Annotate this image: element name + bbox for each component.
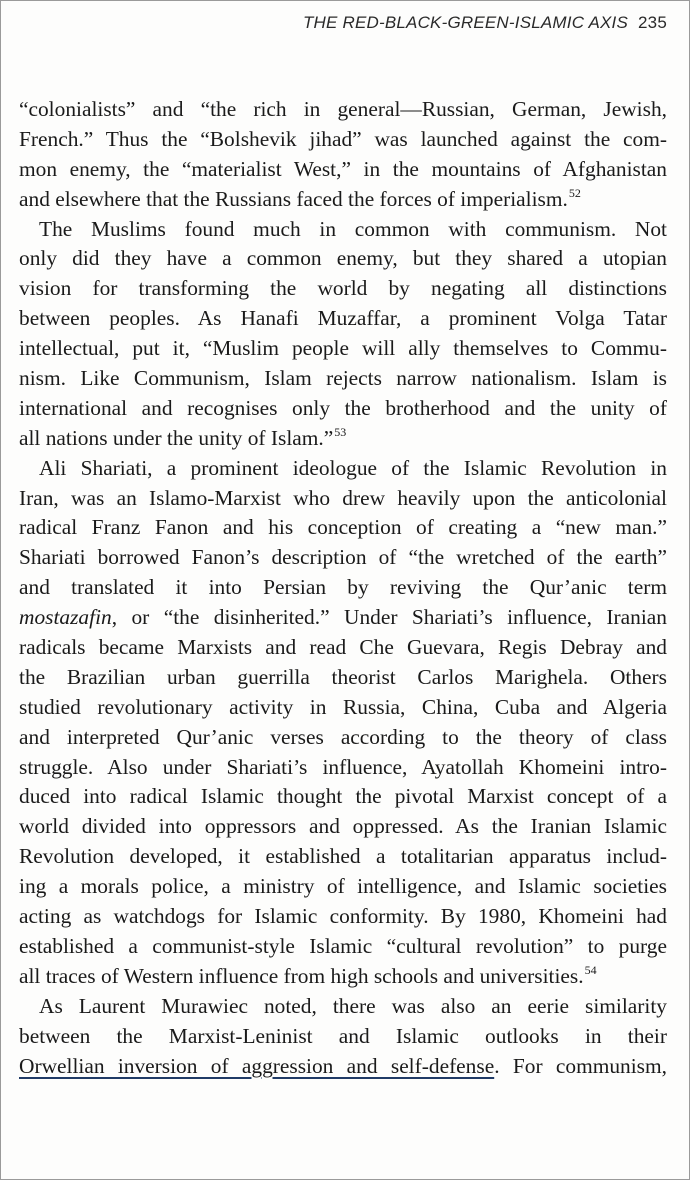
footnote-marker: 54 [584, 962, 597, 977]
text-line: radical Franz Fanon and his conception of creating a “new man.” [19, 515, 667, 540]
text-line: Revolution developed, it established a totalitarian apparatus includ- [19, 844, 667, 869]
text-line: French.” Thus the “Bolshevik jihad” was launched against the com- [19, 126, 667, 151]
text-line: As Laurent Murawiec noted, there was also an eerie similarity [39, 993, 667, 1018]
text-line: between peoples. As Hanafi Muzaffar, a prominent Volga Tatar [19, 306, 667, 331]
text-line: Ali Shariati, a prominent ideologue of the Islamic Revolution in [39, 455, 667, 480]
text-line: mon enemy, the “materialist West,” in the mountains of Afghanistan [19, 156, 667, 181]
text-line: radicals became Marxists and read Che Guevara, Regis Debray and [19, 635, 667, 660]
running-header [303, 13, 667, 33]
text-line: The Muslims found much in common with communism. Not [39, 216, 667, 241]
text-line: and translated it into Persian by reviving the Qur’anic term [19, 575, 667, 600]
italic-term: mostazafin [19, 605, 112, 630]
text-line: international and recognises only the brotherhood and the unity of [19, 395, 667, 420]
page-number: 235 [638, 13, 667, 32]
text-line: established a communist-style Islamic “cultural revolution” to purge [19, 933, 667, 958]
text-line: only did they have a common enemy, but they shared a utopian [19, 246, 667, 271]
text-line: acting as watchdogs for Islamic conformity. By 1980, Khomeini had [19, 904, 667, 929]
footnote-marker: 52 [568, 185, 581, 200]
text-line: and interpreted Qur’anic verses according to the theory of class [19, 724, 667, 749]
text-line: the Brazilian urban guerrilla theorist Carlos Marighela. Others [19, 664, 667, 689]
text-line: ing a morals police, a ministry of intelligence, and Islamic societies [19, 874, 667, 899]
footnote-marker: 53 [334, 424, 347, 439]
text-line: nism. Like Communism, Islam rejects narrow nationalism. Islam is [19, 366, 667, 391]
text-line: mostazafin, or “the disinherited.” Under Shariati’s influence, Iranian [19, 605, 667, 630]
running-header-title: THE RED-BLACK-GREEN-ISLAMIC AXIS [302, 13, 629, 32]
text-line: world divided into oppressors and oppressed. As the Iranian Islamic [19, 814, 667, 839]
underlined-phrase: Orwellian inversion of aggression and self-defense [19, 1053, 495, 1078]
text-line: and elsewhere that the Russians faced the forces of imperialism.$^{52}$ [19, 185, 581, 211]
text-line: duced into radical Islamic thought the pivotal Marxist concept of a [19, 784, 667, 809]
body-text [19, 95, 667, 1081]
text-line: all traces of Western influence from high schools and universities.$^{54}$ [19, 962, 597, 988]
text-line: struggle. Also under Shariati’s influence, Ayatollah Khomeini intro- [19, 754, 667, 779]
text-line: intellectual, put it, “Muslim people will ally themselves to Commu- [19, 336, 667, 361]
text-line: studied revolutionary activity in Russia, China, Cuba and Algeria [19, 694, 667, 719]
text-line: Iran, was an Islamo-Marxist who drew heavily upon the anticolonial [19, 485, 667, 510]
text-line: Orwellian inversion of aggression and self-defense. For communism, [19, 1053, 667, 1078]
text-line: between the Marxist-Leninist and Islamic outlooks in their [19, 1023, 667, 1048]
text-line: vision for transforming the world by negating all distinctions [19, 276, 667, 301]
text-line: Shariati borrowed Fanon’s description of “the wretched of the earth” [19, 545, 667, 570]
text-line: “colonialists” and “the rich in general—Russian, German, Jewish, [19, 97, 667, 121]
text-line: all nations under the unity of Islam.”$^{53}$ [19, 424, 347, 450]
